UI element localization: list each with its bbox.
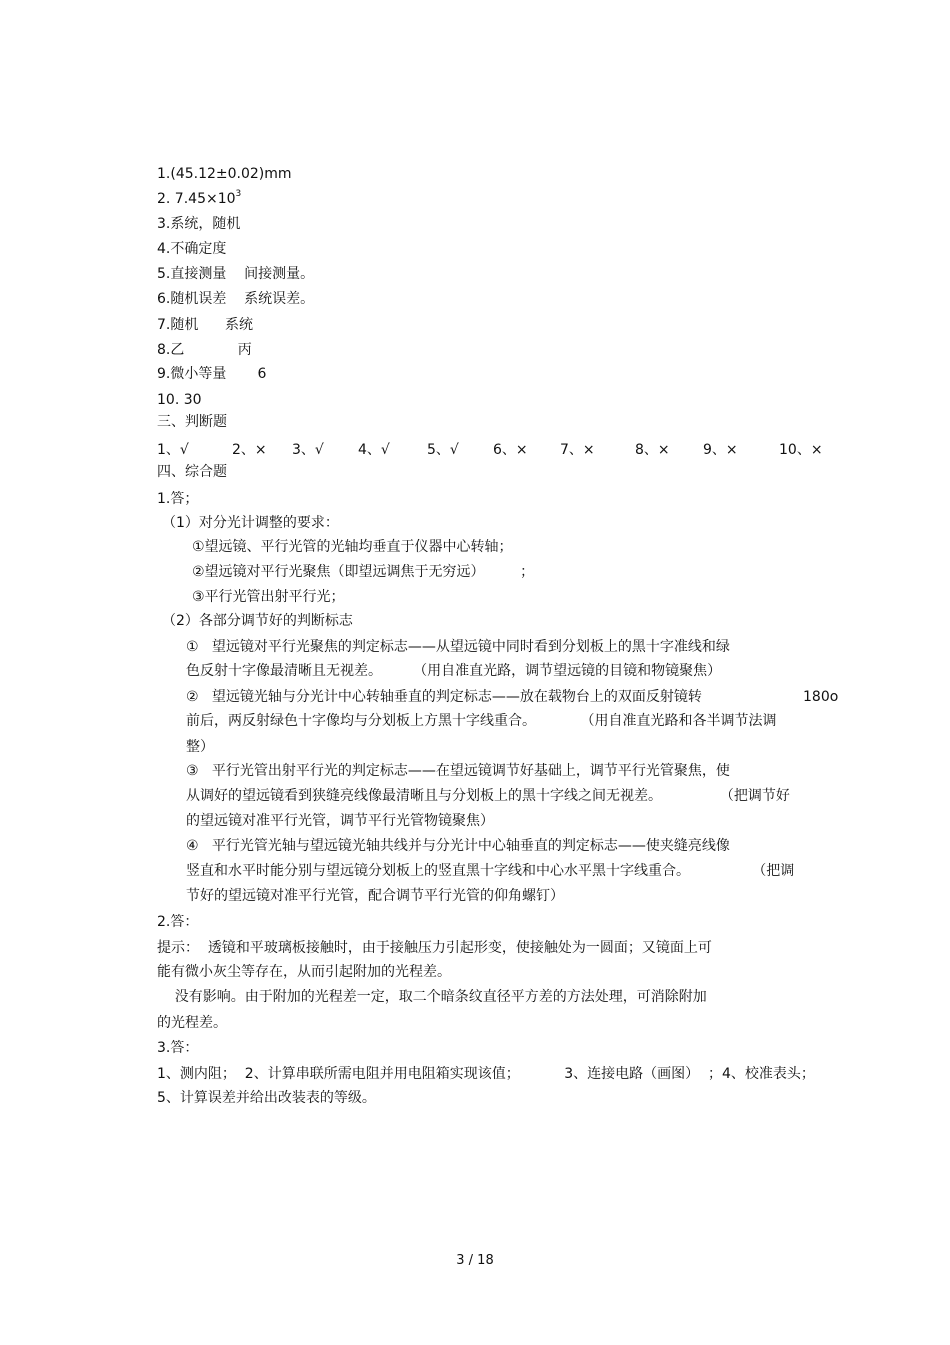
q1-part1-line: ②望远镜对平行光聚焦（即望远调焦于无穷远） ； xyxy=(192,564,535,580)
q1-part1-heading: （1）对分光计调整的要求： xyxy=(162,515,339,531)
fill-answer-2 xyxy=(157,190,241,210)
q2-title: 2.答： xyxy=(157,914,199,930)
q1-part2-line: ① 望远镜对平行光聚焦的判定标志——从望远镜中同时看到分划板上的黑十字准线和绿 xyxy=(186,639,730,655)
fill-answer-7: 7.随机 系统 xyxy=(157,317,254,333)
judge-item: 7、× xyxy=(560,442,595,458)
q1-part2-line: ③ 平行光管出射平行光的判定标志——在望远镜调节好基础上，调节平行光管聚焦，使 xyxy=(186,763,730,779)
q3-title: 3.答： xyxy=(157,1040,199,1056)
q1-part2-line: 前后，两反射绿色十字像均与分划板上方黑十字线重合。 （用自准直光路和各半调节法调 xyxy=(186,713,777,729)
judge-item: 8、× xyxy=(635,442,670,458)
q1-part2-line: ② 望远镜光轴与分光计中心转轴垂直的判定标志——放在载物台上的双面反射镜转 xyxy=(186,689,702,705)
q2-line: 提示： 透镜和平玻璃板接触时，由于接触压力引起形变，使接触处为一圆面；又镜面上可 xyxy=(157,940,712,956)
fill-answer-1: 1.(45.12±0.02)mm xyxy=(157,166,292,182)
q3-line: 5、计算误差并给出改装表的等级。 xyxy=(157,1090,376,1106)
fill-answer-4: 4.不确定度 xyxy=(157,241,227,257)
q1-part2-line: 从调好的望远镜看到狭缝亮线像最清晰且与分划板上的黑十字线之间无视差。 （把调节好 xyxy=(186,788,790,804)
q1-title: 1.答； xyxy=(157,491,199,507)
q2-line: 的光程差。 xyxy=(157,1015,227,1031)
q1-part2-line-tail: 180o xyxy=(803,689,839,705)
fill-answer-9: 9.微小等量 6 xyxy=(157,366,267,382)
q1-part2-line: 色反射十字像最清晰且无视差。 （用自准直光路，调节望远镜的目镜和物镜聚焦） xyxy=(186,663,722,679)
q2-line: 能有微小灰尘等存在，从而引起附加的光程差。 xyxy=(157,964,451,980)
judge-item: 3、√ xyxy=(292,442,324,458)
fill-answer-2-exponent: 3 xyxy=(235,189,242,199)
q1-part2-line: 竖直和水平时能分别与望远镜分划板上的竖直黑十字线和中心水平黑十字线重合。 （把调 xyxy=(186,863,795,879)
judge-item: 5、√ xyxy=(427,442,459,458)
fill-answer-8: 8.乙 丙 xyxy=(157,342,252,358)
q1-part2-heading: （2）各部分调节好的判断标志 xyxy=(162,613,353,629)
fill-answer-10: 10. 30 xyxy=(157,392,202,408)
q2-line: 没有影响。由于附加的光程差一定，取二个暗条纹直径平方差的方法处理，可消除附加 xyxy=(157,989,707,1005)
fill-answer-5: 5.直接测量 间接测量。 xyxy=(157,266,315,282)
judge-item: 9、× xyxy=(703,442,738,458)
fill-answer-2-base: 2. 7.45×10 xyxy=(157,191,236,207)
q1-part1-line: ①望远镜、平行光管的光轴均垂直于仪器中心转轴； xyxy=(192,539,513,555)
fill-answer-6: 6.随机误差 系统误差。 xyxy=(157,291,315,307)
page-number: 3 / 18 xyxy=(456,1253,494,1268)
judge-item: 2、× xyxy=(232,442,267,458)
fill-answer-3: 3.系统，随机 xyxy=(157,216,241,232)
judge-item: 10、× xyxy=(779,442,823,458)
q1-part2-line: 整） xyxy=(186,739,214,755)
judge-item: 1、√ xyxy=(157,442,189,458)
q1-part2-line: 的望远镜对准平行光管，调节平行光管物镜聚焦） xyxy=(186,813,494,829)
comprehensive-heading: 四、综合题 xyxy=(157,464,227,480)
q1-part2-line: 节好的望远镜对准平行光管，配合调节平行光管的仰角螺钉） xyxy=(186,888,564,904)
q1-part1-line: ③平行光管出射平行光； xyxy=(192,589,345,605)
q1-part2-line: ④ 平行光管光轴与望远镜光轴共线并与分光计中心轴垂直的判定标志——使夹缝亮线像 xyxy=(186,838,730,854)
judge-heading: 三、判断题 xyxy=(157,414,227,430)
judge-item: 4、√ xyxy=(358,442,390,458)
q3-line: 1、测内阻； 2、计算串联所需电阻并用电阻箱实现该值； 3、连接电路（画图） ；4、校准表头； xyxy=(157,1066,815,1082)
judge-item: 6、× xyxy=(493,442,528,458)
